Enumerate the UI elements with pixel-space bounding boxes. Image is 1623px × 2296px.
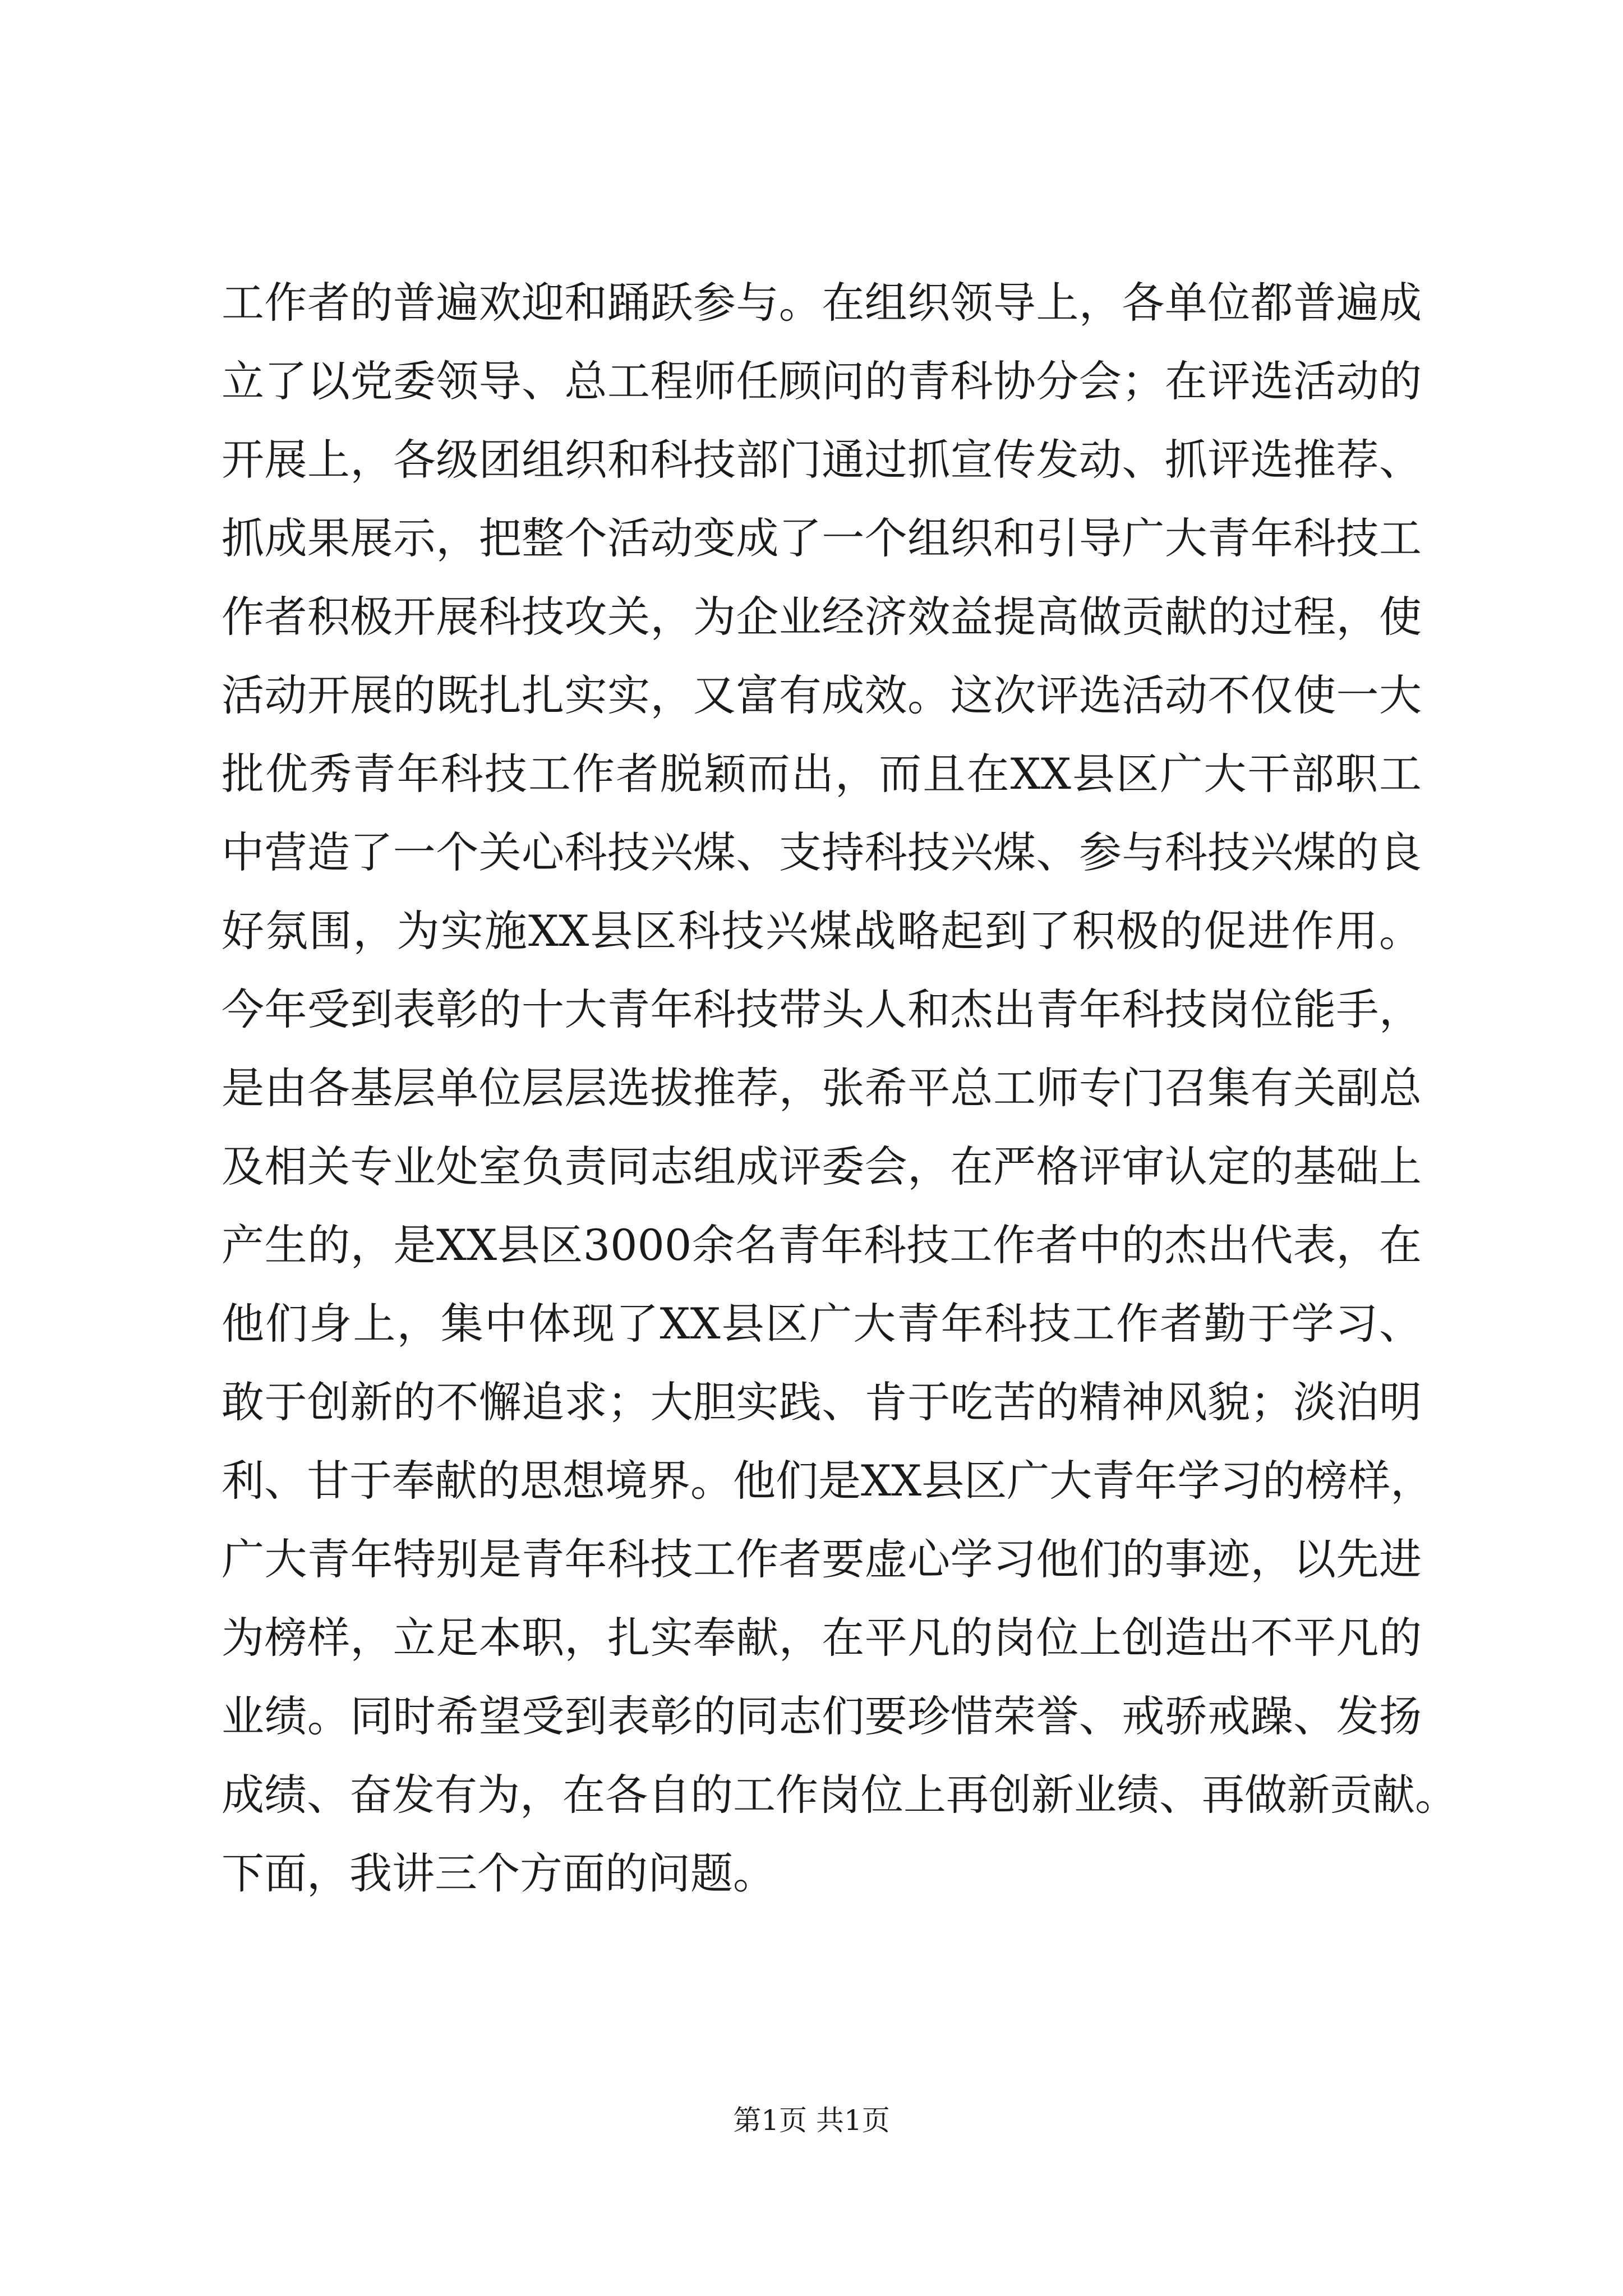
text-line: 是由各基层单位层层选拔推荐，张希平总工师专门召集有关副总 [222,1063,1422,1113]
page-number-footer: 第1页 共1页 [733,2104,890,2137]
text-line: 今年受到表彰的十大青年科技带头人和杰出青年科技岗位能手， [222,984,1422,1034]
text-line: 下面，我讲三个方面的问题。 [222,1848,776,1898]
text-line: 成绩、奋发有为，在各自的工作岗位上再创新业绩、再做新贡献。 [222,1770,1458,1820]
text-line: 批优秀青年科技工作者脱颖而出，而且在XX县区广大干部职工 [222,749,1422,799]
text-line: 业绩。同时希望受到表彰的同志们要珍惜荣誉、戒骄戒躁、发扬 [222,1691,1422,1741]
text-line: 为榜样，立足本职，扎实奉献，在平凡的岗位上创造出不平凡的 [222,1613,1422,1663]
text-line: 利、甘于奉献的思想境界。他们是XX县区广大青年学习的榜样， [222,1456,1433,1506]
text-line: 作者积极开展科技攻关，为企业经济效益提高做贡献的过程，使 [222,592,1422,642]
text-line: 开展上，各级团组织和科技部门通过抓宣传发动、抓评选推荐、 [222,435,1422,485]
text-line: 他们身上，集中体现了XX县区广大青年科技工作者勤于学习、 [222,1299,1422,1349]
text-line: 敢于创新的不懈追求；大胆实践、肯于吃苦的精神风貌；淡泊明 [222,1377,1422,1427]
text-line: 工作者的普遍欢迎和踊跃参与。在组织领导上，各单位都普遍成 [222,278,1422,328]
text-line: 抓成果展示，把整个活动变成了一个组织和引导广大青年科技工 [222,513,1422,563]
text-line: 及相关专业处室负责同志组成评委会，在严格评审认定的基础上 [222,1142,1422,1191]
text-line: 产生的，是XX县区3000余名青年科技工作者中的杰出代表，在 [222,1220,1422,1270]
text-line: 中营造了一个关心科技兴煤、支持科技兴煤、参与科技兴煤的良 [222,827,1422,877]
text-line: 立了以党委领导、总工程师任顾问的青科协分会；在评选活动的 [222,356,1422,406]
text-line: 广大青年特别是青年科技工作者要虚心学习他们的事迹，以先进 [222,1534,1422,1584]
document-body [222,264,1458,1913]
text-line: 活动开展的既扎扎实实，又富有成效。这次评选活动不仅使一大 [222,670,1422,720]
text-line: 好氛围，为实施XX县区科技兴煤战略起到了积极的促进作用。 [222,906,1422,956]
